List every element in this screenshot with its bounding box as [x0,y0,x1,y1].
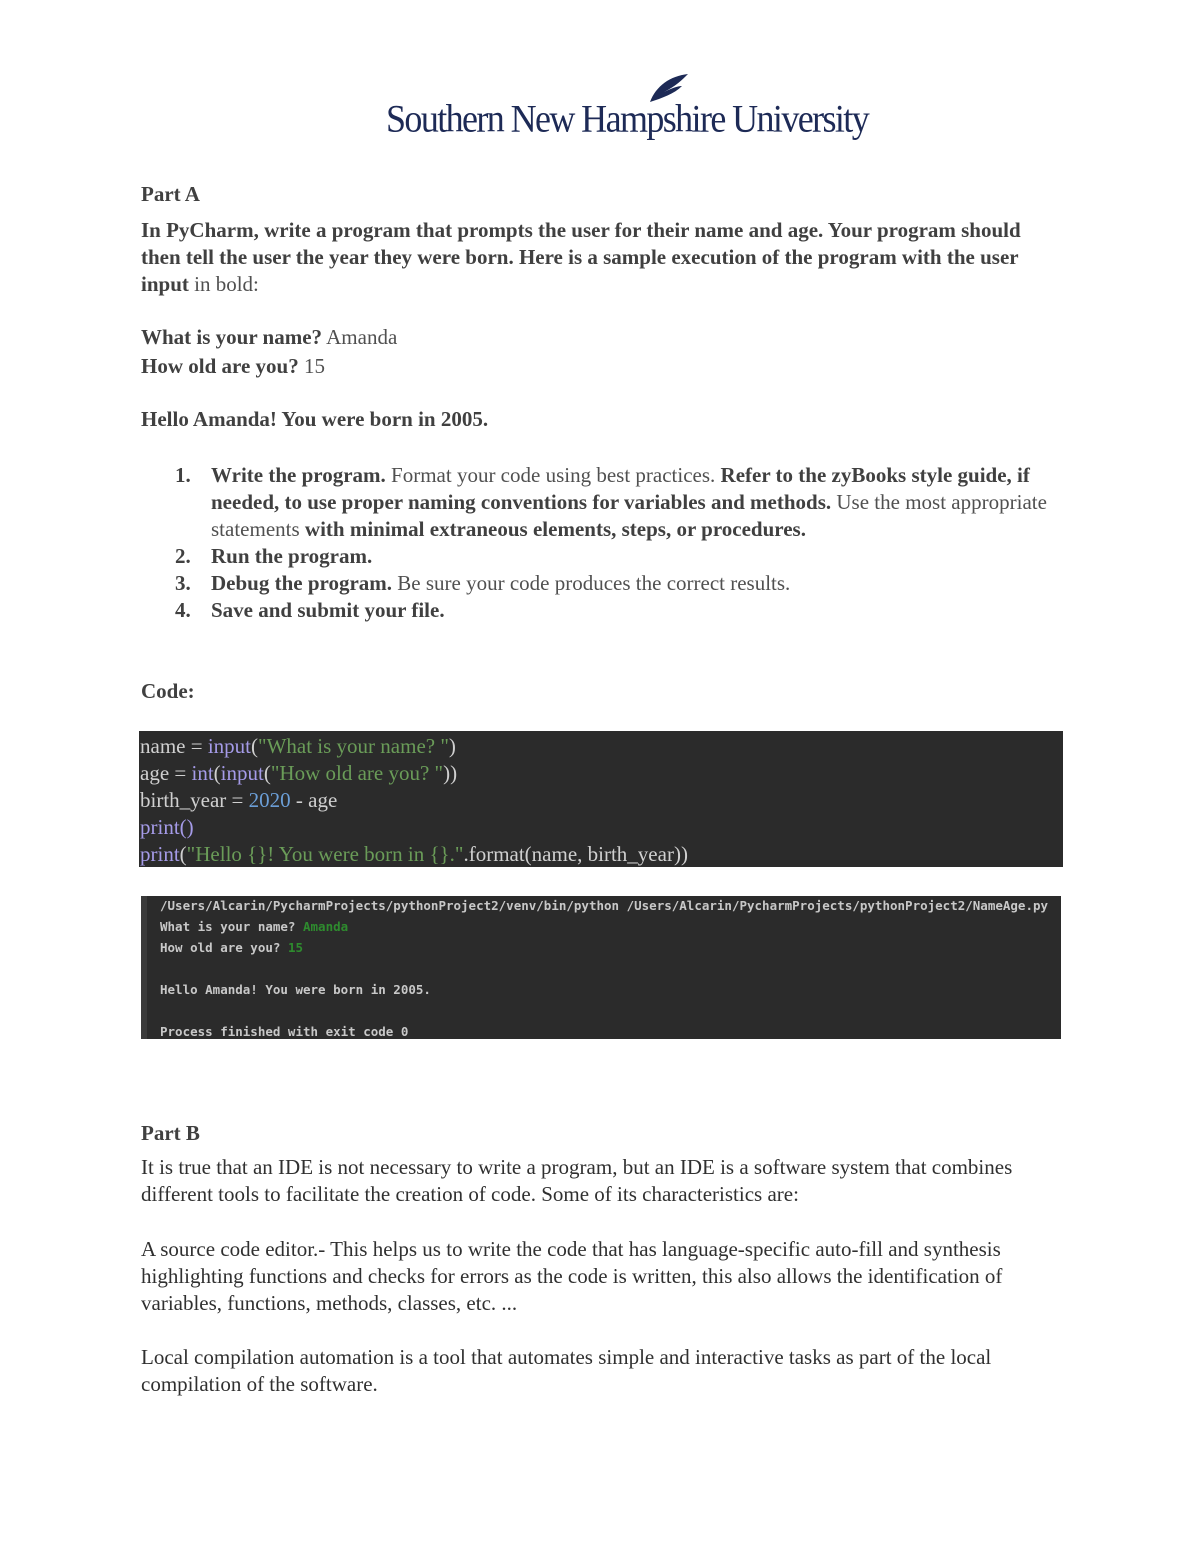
list-item [141,597,1061,624]
code-token: print [140,815,180,839]
terminal-prompt: How old are you? [160,940,288,955]
step-number: 2. [175,544,191,568]
terminal-result: Hello Amanda! You were born in 2005. [160,982,431,997]
sample-line-1 [141,324,1061,351]
intro-bold: In PyCharm, write a program that prompts the user for their name and age. Your program should then tell the user the year they were born. Here is a sample execution of the program with the user input [141,218,1021,296]
code-token: print [140,842,180,866]
part-a-heading: Part A [141,182,200,206]
terminal-line [160,940,303,955]
step-number: 3. [175,571,191,595]
code-line [139,760,1063,787]
step-text: Format your code using best practices. [385,463,721,487]
code-token: int [191,761,214,785]
sample-line-2 [141,353,1061,380]
step-number: 1. [175,463,191,487]
step-bold: Refer to the zyBooks style guide, if needed, to use proper naming conventions for variables and methods. [211,463,1030,514]
terminal-input: 15 [287,940,303,955]
step-number: 4. [175,598,191,622]
code-token: "Hello {}! You were born in {}." [186,842,464,866]
terminal-input: Amanda [303,919,349,934]
code-label: Code: [141,679,195,703]
code-token: ( [263,761,271,785]
step-bold: with minimal extraneous elements, steps, or procedures. [304,517,806,541]
sample-answer-age: 15 [298,354,325,378]
part-b-paragraph-2: A source code editor.- This helps us to write the code that has language-specific auto-fill and synthesis highlighting functions and checks for errors as the code is written, this also allows the identification of variables, functions, methods, classes, etc. ... [141,1237,1003,1315]
code-token: input [220,761,264,785]
part-a-intro [141,217,1061,298]
list-item [141,462,1061,543]
intro-tail: in bold: [188,272,259,296]
code-token: () [179,815,194,839]
code-line [139,733,1063,760]
list-item [141,570,1061,597]
step-bold: Write the program. [211,463,386,487]
code-token: "What is your name? " [258,734,449,758]
code-token: ( [251,734,258,758]
step-bold: Save and submit your file. [211,598,445,622]
steps-list [141,462,1061,624]
sample-question-age: How old are you? [141,354,299,378]
part-b-paragraph-3: Local compilation automation is a tool that automates simple and interactive tasks as part of the local compilation of the software. [141,1345,992,1396]
code-token: "How old are you? " [270,761,444,785]
code-token: )) [443,761,458,785]
step-bold: Debug the program. [211,571,393,595]
code-line [139,841,1063,868]
terminal-exit: Process finished with exit code 0 [160,1024,409,1039]
code-token: age = [140,761,192,785]
code-token: ( [213,761,221,785]
code-token: birth_year = [140,788,249,812]
code-token: input [207,734,251,758]
sample-answer-name: Amanda [322,325,398,349]
code-token: ( [179,842,187,866]
code-token: 2020 [248,788,291,812]
terminal-prompt: What is your name? [160,919,303,934]
terminal-line [160,919,348,934]
part-b-paragraph-1: It is true that an IDE is not necessary to write a program, but an IDE is a software system that combines different tools to facilitate the creation of code. Some of its characteristics are: [141,1155,1013,1206]
sample-result: Hello Amanda! You were born in 2005. [141,407,489,431]
terminal-output [141,896,1061,1039]
code-line [139,814,1063,841]
feather-icon [642,72,692,106]
code-token: name = [140,734,208,758]
code-line [139,787,1063,814]
university-logo [386,70,869,142]
logo-text: Southern New Hampshire University [386,97,869,141]
step-text: Use the most appropriate statements [211,490,1047,541]
terminal-gutter [141,896,147,1039]
sample-question-name: What is your name? [141,325,323,349]
terminal-command: /Users/Alcarin/PycharmProjects/pythonProject2/venv/bin/python /Users/Alcarin/PycharmProjects/pythonProject2/NameAge.py [160,898,1049,913]
code-token: - age [290,788,338,812]
code-token: .format(name, birth_year)) [463,842,688,866]
code-token: ) [448,734,456,758]
list-item [141,543,1061,570]
code-snippet [139,731,1063,867]
part-b-heading: Part B [141,1121,200,1145]
step-bold: Run the program. [211,544,373,568]
step-text: Be sure your code produces the correct results. [392,571,791,595]
